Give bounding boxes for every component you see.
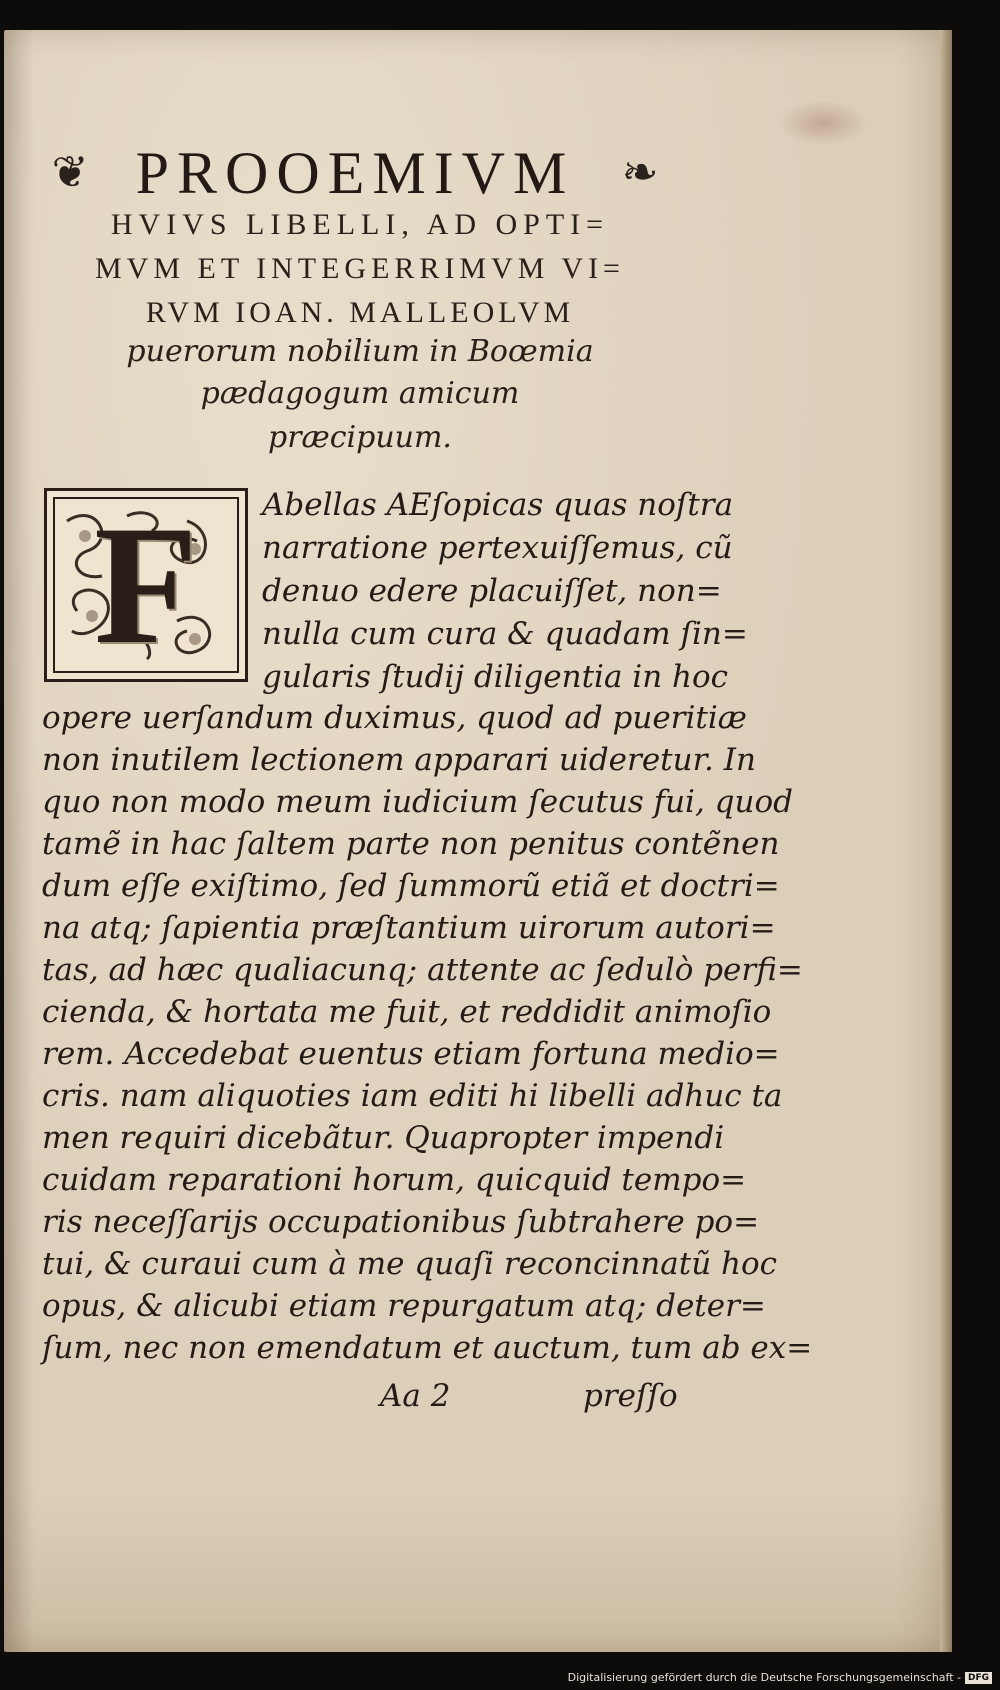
- text-line: cienda, & hortata me fuit, et reddidit animoſio: [42, 994, 772, 1030]
- heading-italic-line: præcipuum.: [268, 420, 452, 455]
- heading-italic-line: pædagogum amicum: [200, 376, 520, 411]
- text-line: rem. Accedebat euentus etiam fortuna medio=: [42, 1036, 780, 1072]
- heading-caps-line: HVIVS LIBELLI, AD OPTI=: [110, 208, 610, 241]
- text-line: tas, ad hæc qualiacunq; attente ac ſedulò perfi=: [42, 952, 803, 988]
- text-line: men requiri dicebãtur. Quapropter impendi: [42, 1120, 725, 1156]
- initial-letter: F: [94, 491, 198, 679]
- signature-mark: Aa 2: [380, 1378, 451, 1414]
- page-edge: [940, 30, 952, 1652]
- text-line: quo non modo meum iudicium ſecutus fui, quod: [42, 784, 793, 820]
- decorated-initial: [44, 488, 248, 682]
- text-line: cris. nam aliquoties iam editi hi libelli adhuc ta: [42, 1078, 783, 1114]
- page-title: PROOEMIVM: [135, 139, 575, 206]
- text-line: dum eſſe exiſtimo, ſed ſummorũ etiã et doctri=: [42, 868, 780, 904]
- text-line: tamẽ in hac ſaltem parte non penitus contẽnen: [42, 826, 780, 862]
- text-line: ris neceſſarijs occupationibus ſubtrahere po=: [42, 1204, 760, 1240]
- dfg-logo: DFG: [965, 1672, 992, 1684]
- title-row: [30, 138, 680, 208]
- text-line: cuidam reparationi horum, quicquid tempo=: [42, 1162, 747, 1198]
- page-stain: [778, 100, 868, 146]
- credit-text: Digitalisierung gefördert durch die Deutsche Forschungsgemeinschaft -: [567, 1671, 961, 1684]
- text-line: na atq; ſapientia præſtantium uirorum autori=: [42, 910, 776, 946]
- text-line: Abellas AEſopicas quas noſtra: [262, 487, 734, 523]
- text-line: tui, & curaui cum à me quaſi reconcinnatũ hoc: [42, 1246, 778, 1282]
- text-line: gularis ſtudij diligentia in hoc: [262, 659, 728, 695]
- floral-fleuron-icon: ❦: [51, 147, 89, 198]
- floral-fleuron-icon: ❧: [621, 147, 659, 198]
- catchword: preſſo: [583, 1378, 678, 1414]
- text-line: non inutilem lectionem apparari uideretur. In: [42, 742, 756, 778]
- text-line: narratione pertexuiſſemus, cũ: [262, 530, 733, 566]
- digitization-credit: [568, 1671, 992, 1684]
- heading-caps-line: RVM IOAN. MALLEOLVM: [145, 296, 575, 329]
- text-line: denuo edere placuiſſet, non=: [262, 573, 722, 609]
- text-line: opere uerſandum duximus, quod ad pueritiæ: [42, 700, 747, 736]
- text-line: opus, & alicubi etiam repurgatum atq; deter=: [42, 1288, 766, 1324]
- heading-caps-line: MVM ET INTEGERRIMVM VI=: [95, 252, 625, 285]
- text-line: ſum, nec non emendatum et auctum, tum ab ex=: [42, 1330, 813, 1366]
- text-line: nulla cum cura & quadam ſin=: [262, 616, 748, 652]
- heading-italic-line: puerorum nobilium in Boœmia: [126, 334, 594, 369]
